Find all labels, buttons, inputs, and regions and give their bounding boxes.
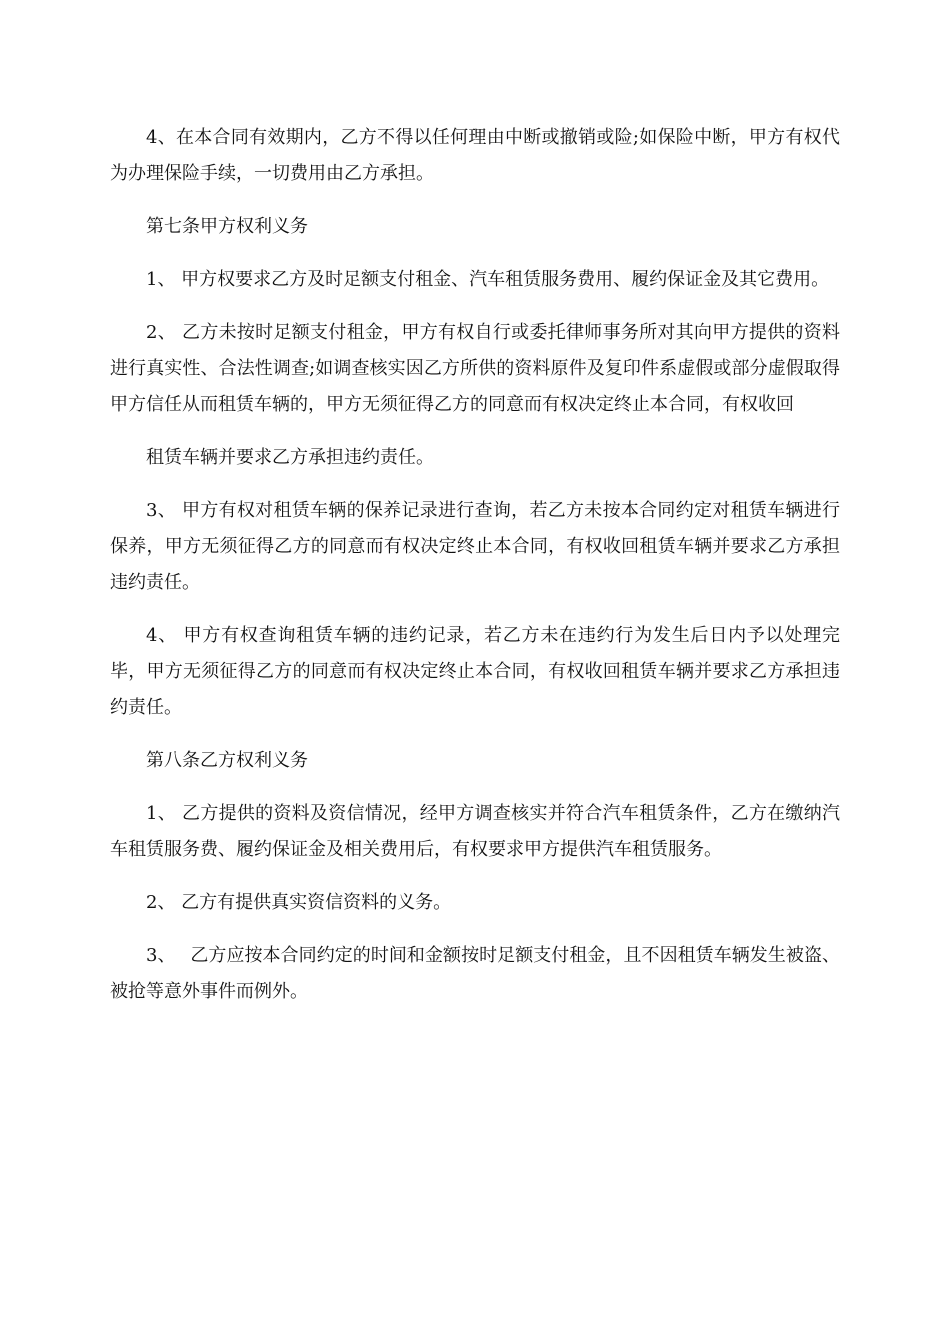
document-body — [110, 120, 840, 1027]
article-8-heading: 第八条乙方权利义务 — [146, 750, 308, 771]
article-7-item-4: 4、 甲方有权查询租赁车辆的违约记录，若乙方未在违约行为发生后日内予以处理完毕，甲方无须征得乙方的同意而有权决定终止本合同，有权收回租赁车辆并要求乙方承担违约责任。 — [110, 625, 840, 718]
article-8-item-2: 2、 乙方有提供真实资信资料的义务。 — [146, 892, 452, 913]
article-7-item-2: 2、 乙方未按时足额支付租金，甲方有权自行或委托律师事务所对其向甲方提供的资料进行真实性、合法性调查;如调查核实因乙方所供的资料原件及复印件系虚假或部分虚假取得甲方信任从而租赁车辆的，甲方无须征得乙方的同意而有权决定终止本合同，有权收回 — [110, 322, 840, 415]
article-7-item-1: 1、 甲方权要求乙方及时足额支付租金、汽车租赁服务费用、履约保证金及其它费用。 — [146, 269, 830, 290]
clause-6-item-4: 4、在本合同有效期内，乙方不得以任何理由中断或撤销或险;如保险中断，甲方有权代为办理保险手续，一切费用由乙方承担。 — [110, 127, 840, 184]
article-7-item-3: 3、 甲方有权对租赁车辆的保养记录进行查询，若乙方未按本合同约定对租赁车辆进行保养，甲方无须征得乙方的同意而有权决定终止本合同，有权收回租赁车辆并要求乙方承担违约责任。 — [110, 500, 840, 593]
article-8-item-1: 1、 乙方提供的资料及资信情况，经甲方调查核实并符合汽车租赁条件，乙方在缴纳汽车租赁服务费、履约保证金及相关费用后，有权要求甲方提供汽车租赁服务。 — [110, 803, 840, 860]
article-7-heading: 第七条甲方权利义务 — [146, 216, 308, 237]
article-7-item-2-continued: 租赁车辆并要求乙方承担违约责任。 — [146, 447, 434, 468]
article-8-item-3: 3、 乙方应按本合同约定的时间和金额按时足额支付租金，且不因租赁车辆发生被盗、被抢等意外事件而例外。 — [110, 945, 840, 1002]
